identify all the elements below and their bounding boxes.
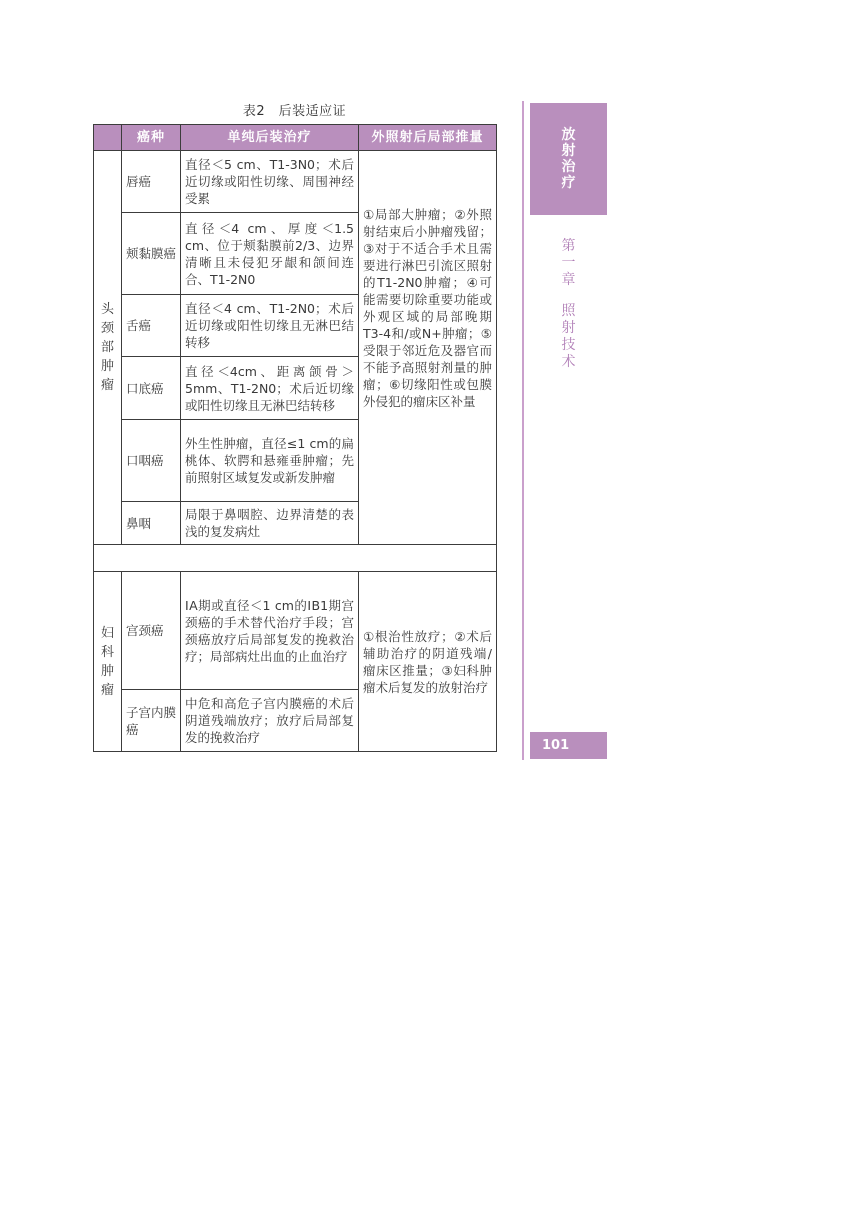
- boost-head-neck: ①局部大肿瘤；②外照射结束后小肿瘤残留；③对于不适合手术且需要进行淋巴引流区照射的T1-2N0肿瘤；④可能需要切除重要功能或外观区域的局部晚期T3-4和/或N+肿瘤；⑤受限于邻近危及器官而不能予高照射剂量的肿瘤；⑥切缘阳性或包膜外侵犯的瘤床区补量: [359, 151, 497, 545]
- header-cancer-type: 癌种: [122, 125, 181, 151]
- section-tab: 放 射 治 疗: [530, 103, 607, 215]
- table-row: [94, 572, 497, 690]
- indication-cell: 直径＜5 cm、T1-3N0；术后近切缘或阳性切缘、周围神经受累: [181, 151, 359, 213]
- cancer-type-cell: 舌癌: [122, 295, 181, 357]
- indication-cell: 中危和高危子宫内膜癌的术后阴道残端放疗；放疗后局部复发的挽救治疗: [181, 690, 359, 752]
- page-number: 101: [530, 732, 607, 759]
- chapter-title: 第 一 章 照 射 技 术: [561, 238, 576, 370]
- cancer-type-cell: 鼻咽: [122, 502, 181, 545]
- spacer-cell: [94, 545, 497, 572]
- cancer-type-cell: 口咽癌: [122, 420, 181, 502]
- header-boost: 外照射后局部推量: [359, 125, 497, 151]
- margin-divider: [522, 101, 524, 760]
- indication-cell: 直径＜4 cm、T1-2N0；术后近切缘或阳性切缘且无淋巴结转移: [181, 295, 359, 357]
- indication-cell: 局限于鼻咽腔、边界清楚的表浅的复发病灶: [181, 502, 359, 545]
- boost-gynecologic: ①根治性放疗；②术后辅助治疗的阴道残端/瘤床区推量；③妇科肿瘤术后复发的放射治疗: [359, 572, 497, 752]
- cancer-type-cell: 口底癌: [122, 357, 181, 420]
- table-header-row: [94, 125, 497, 151]
- header-blank: [94, 125, 122, 151]
- table-row: [94, 151, 497, 213]
- group-head-neck: 头 颈 部 肿 瘤: [94, 151, 122, 545]
- indication-cell: 直径＜4 cm、厚度＜1.5 cm、位于颊黏膜前2/3、边界清晰且未侵犯牙龈和颌间连合、T1-2N0: [181, 213, 359, 295]
- table-spacer-row: [94, 545, 497, 572]
- cancer-type-cell: 颊黏膜癌: [122, 213, 181, 295]
- indication-cell: ⅠA期或直径＜1 cm的ⅠB1期宫颈癌的手术替代治疗手段；宫颈癌放疗后局部复发的挽救治疗；局部病灶出血的止血治疗: [181, 572, 359, 690]
- cancer-type-cell: 子宫内膜癌: [122, 690, 181, 752]
- cancer-type-cell: 唇癌: [122, 151, 181, 213]
- indication-table: [93, 124, 497, 752]
- indication-cell: 直径＜4cm、距离颌骨＞5mm、T1-2N0；术后近切缘或阳性切缘且无淋巴结转移: [181, 357, 359, 420]
- table-caption: 表2 后装适应证: [242, 104, 347, 119]
- group-gynecologic: 妇 科 肿 瘤: [94, 572, 122, 752]
- header-brachy-alone: 单纯后装治疗: [181, 125, 359, 151]
- indication-cell: 外生性肿瘤，直径≤1 cm的扁桃体、软腭和悬雍垂肿瘤；先前照射区域复发或新发肿瘤: [181, 420, 359, 502]
- cancer-type-cell: 宫颈癌: [122, 572, 181, 690]
